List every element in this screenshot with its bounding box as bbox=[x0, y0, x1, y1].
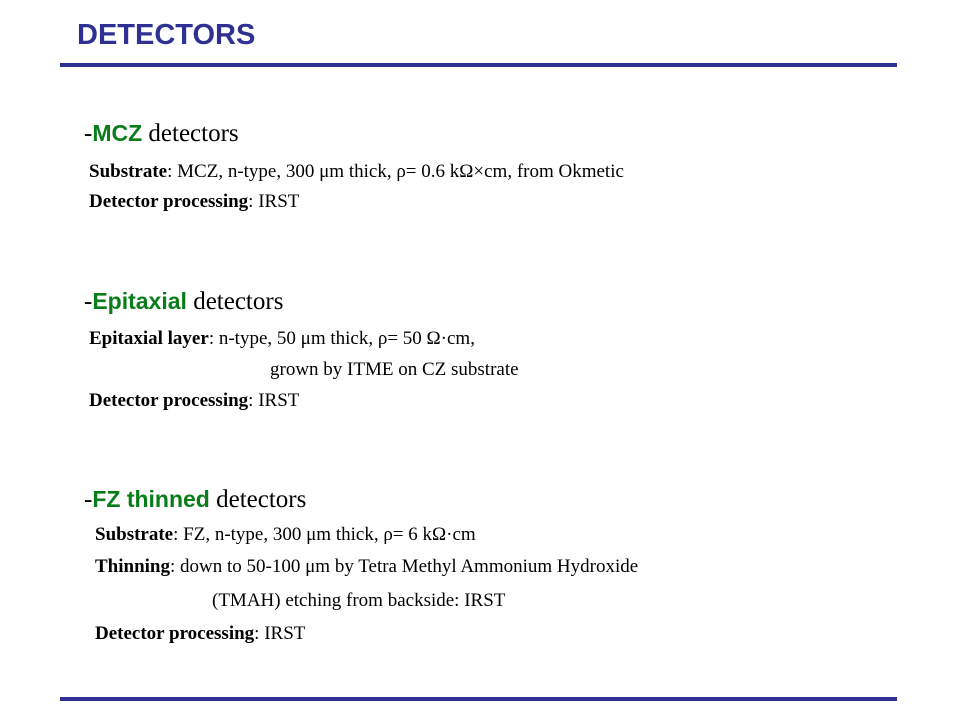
section-highlight: MCZ bbox=[92, 120, 143, 146]
line-text: (TMAH) etching from backside: IRST bbox=[212, 590, 506, 611]
line-text: : down to 50-100 μm by Tetra Methyl Ammonium Hydroxide bbox=[170, 556, 639, 577]
section-mcz-line bbox=[89, 160, 624, 184]
line-label: Epitaxial layer bbox=[89, 328, 209, 349]
section-suffix: detectors bbox=[142, 120, 239, 147]
section-fz-heading bbox=[84, 484, 306, 515]
section-dash: - bbox=[84, 120, 93, 147]
line-label: Detector processing bbox=[89, 191, 249, 212]
line-text: : IRST bbox=[248, 390, 300, 411]
top-divider bbox=[60, 63, 897, 67]
line-text: : IRST bbox=[254, 623, 306, 644]
line-label: Detector processing bbox=[95, 623, 255, 644]
section-suffix: detectors bbox=[209, 486, 307, 513]
section-fz-line bbox=[95, 555, 638, 579]
section-highlight: FZ thinned bbox=[92, 486, 210, 512]
section-dash: - bbox=[84, 288, 93, 315]
section-epitaxial-line bbox=[89, 389, 299, 413]
slide-title: DETECTORS bbox=[77, 19, 256, 51]
line-label: Thinning bbox=[95, 556, 170, 577]
section-epitaxial-heading bbox=[84, 286, 283, 317]
bottom-divider bbox=[60, 697, 897, 701]
section-fz-line bbox=[95, 523, 476, 547]
line-text: : IRST bbox=[248, 191, 300, 212]
section-suffix: detectors bbox=[186, 288, 284, 315]
line-text: : FZ, n-type, 300 μm thick, ρ= 6 kΩ·cm bbox=[173, 524, 476, 545]
section-highlight: Epitaxial bbox=[92, 288, 187, 314]
line-label: Detector processing bbox=[89, 390, 249, 411]
section-epitaxial-line bbox=[270, 358, 519, 382]
section-fz-line bbox=[95, 622, 305, 646]
section-fz-line bbox=[212, 589, 505, 613]
line-text: : n-type, 50 μm thick, ρ= 50 Ω·cm, bbox=[208, 328, 475, 349]
section-mcz-heading bbox=[84, 118, 239, 149]
section-dash: - bbox=[84, 486, 93, 513]
section-epitaxial-line bbox=[89, 327, 475, 351]
section-mcz-line bbox=[89, 190, 299, 214]
line-text: grown by ITME on CZ substrate bbox=[270, 359, 519, 380]
line-label: Substrate bbox=[95, 524, 174, 545]
line-label: Substrate bbox=[89, 161, 168, 182]
line-text: : MCZ, n-type, 300 μm thick, ρ= 0.6 kΩ×cm, from Okmetic bbox=[167, 161, 624, 182]
